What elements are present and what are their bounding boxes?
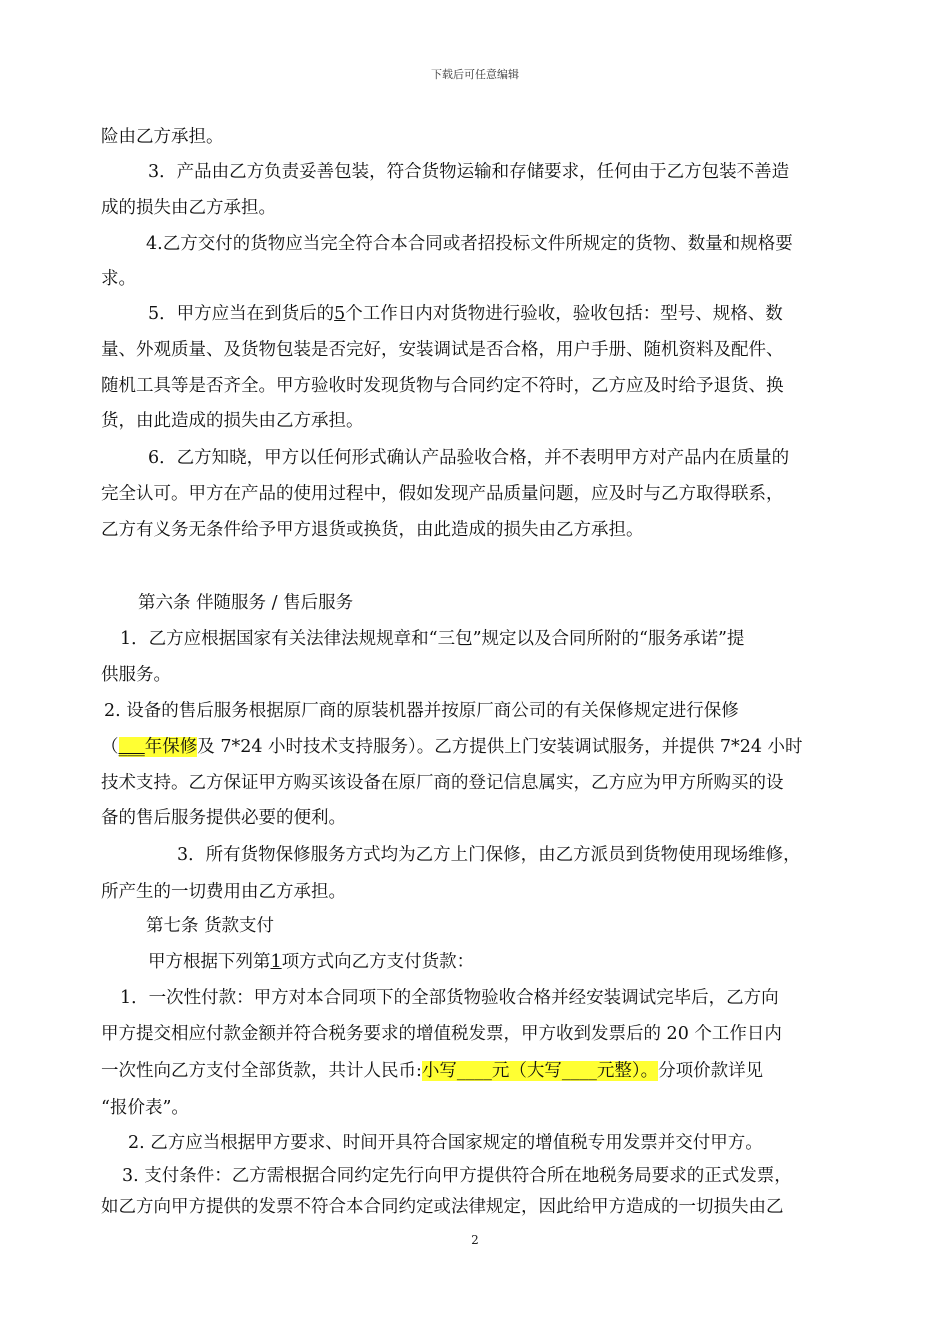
text-line: 4.乙方交付的货物应当完全符合本合同或者招投标文件所规定的货物、数量和规格要 bbox=[146, 234, 793, 254]
text-line: “报价表”。 bbox=[101, 1098, 189, 1118]
text-line: 货，由此造成的损失由乙方承担。 bbox=[101, 411, 364, 431]
text-line bbox=[101, 735, 803, 759]
text-line: 所产生的一切费用由乙方承担。 bbox=[101, 882, 346, 902]
text-line: 险由乙方承担。 bbox=[101, 127, 224, 147]
highlighted-amount: 小写____元（大写____元整）。 bbox=[421, 1061, 659, 1081]
text-line: 完全认可。甲方在产品的使用过程中，假如发现产品质量问题，应及时与乙方取得联系， bbox=[101, 484, 784, 504]
text-line: 量、外观质量、及货物包装是否完好，安装调试是否合格，用户手册、随机资料及配件、 bbox=[101, 340, 784, 360]
text-segment: （ bbox=[101, 737, 119, 757]
text-line: 3．产品由乙方负责妥善包装，符合货物运输和存储要求，任何由于乙方包装不善造 bbox=[148, 162, 790, 182]
text-line: 2. 设备的售后服务根据原厂商的原装机器并按原厂商公司的有关保修规定进行保修 bbox=[104, 701, 739, 721]
text-line: 3. 支付条件：乙方需根据合同约定先行向甲方提供符合所在地税务局要求的正式发票， bbox=[122, 1166, 792, 1186]
text-line: 3．所有货物保修服务方式均为乙方上门保修，由乙方派员到货物使用现场维修， bbox=[177, 845, 801, 865]
text-segment: 个工作日内对货物进行验收，验收包括：型号、规格、数 bbox=[345, 304, 783, 324]
text-line: 求。 bbox=[101, 269, 136, 289]
text-line: 备的售后服务提供必要的便利。 bbox=[101, 808, 346, 828]
text-segment: 项方式向乙方支付货款： bbox=[281, 952, 475, 972]
text-line: 乙方有义务无条件给予甲方退货或换货，由此造成的损失由乙方承担。 bbox=[101, 520, 644, 540]
text-line: 1．一次性付款：甲方对本合同项下的全部货物验收合格并经安装调试完毕后，乙方向 bbox=[120, 988, 779, 1008]
filled-blank: 1 bbox=[270, 952, 282, 972]
text-line: 供服务。 bbox=[101, 665, 171, 685]
text-line: 1．乙方应根据国家有关法律法规规章和“三包”规定以及合同所附的“服务承诺”提 bbox=[120, 629, 745, 649]
page-header: 下载后可任意编辑 bbox=[431, 68, 519, 81]
text-segment: 5．甲方应当在到货后的 bbox=[148, 304, 335, 324]
highlighted-text: 年保修 bbox=[144, 737, 198, 757]
filled-blank: ___ bbox=[118, 737, 145, 757]
text-line: 如乙方向甲方提供的发票不符合本合同约定或法律规定，因此给甲方造成的一切损失由乙 bbox=[101, 1197, 784, 1217]
text-line bbox=[148, 302, 783, 326]
section-heading: 第六条 伴随服务 / 售后服务 bbox=[138, 593, 354, 613]
text-line: 2. 乙方应当根据甲方要求、时间开具符合国家规定的增值税专用发票并交付甲方。 bbox=[128, 1133, 763, 1153]
text-line: 甲方提交相应付款金额并符合税务要求的增值税发票，甲方收到发票后的 20 个工作日内 bbox=[101, 1024, 782, 1044]
text-line bbox=[148, 950, 474, 974]
filled-blank: 5 bbox=[334, 304, 346, 324]
text-segment: 甲方根据下列第 bbox=[148, 952, 271, 972]
text-line bbox=[101, 1059, 763, 1083]
text-segment: 及 7*24 小时技术支持服务）。乙方提供上门安装调试服务，并提供 7*24 小时 bbox=[197, 737, 803, 757]
text-line: 随机工具等是否齐全。甲方验收时发现货物与合同约定不符时，乙方应及时给予退货、换 bbox=[101, 376, 784, 396]
text-segment: 分项价款详见 bbox=[658, 1061, 764, 1081]
text-segment: 一次性向乙方支付全部货款，共计人民币: bbox=[101, 1061, 422, 1081]
text-line: 成的损失由乙方承担。 bbox=[101, 198, 276, 218]
page-number: 2 bbox=[471, 1233, 479, 1247]
text-line: 技术支持。乙方保证甲方购买该设备在原厂商的登记信息属实，乙方应为甲方所购买的设 bbox=[101, 773, 784, 793]
section-heading: 第七条 货款支付 bbox=[146, 916, 275, 936]
text-line: 6．乙方知晓，甲方以任何形式确认产品验收合格，并不表明甲方对产品内在质量的 bbox=[148, 448, 790, 468]
